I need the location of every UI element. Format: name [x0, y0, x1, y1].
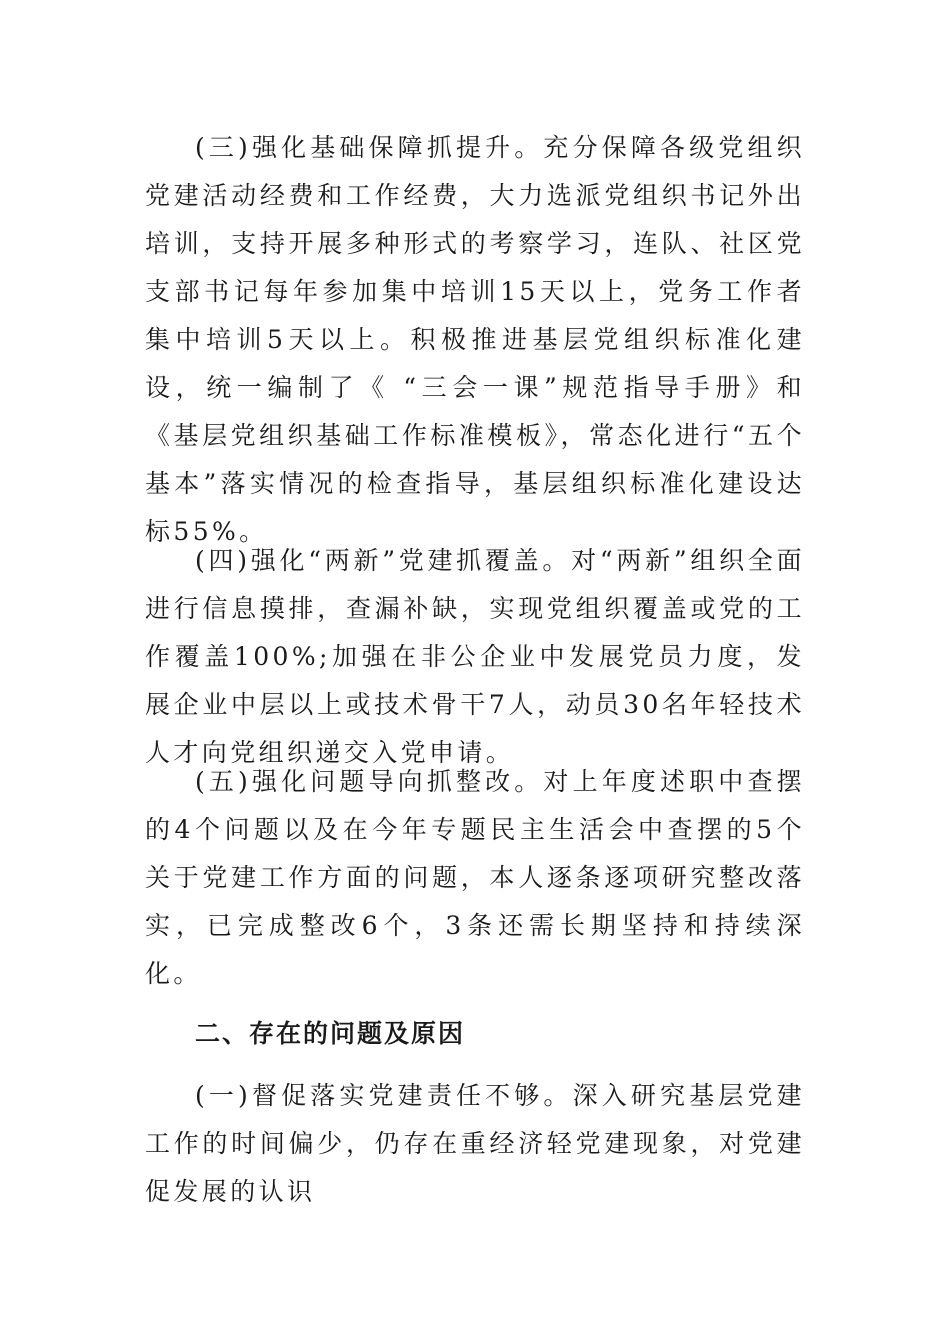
paragraph-after-heading-block: [145, 1072, 805, 1216]
section-heading-block: [145, 1010, 805, 1058]
paragraph-strengthen-foundation: (三)强化基础保障抓提升。充分保障各级党组织党建活动经费和工作经费，大力选派党组织书记外出培训，支持开展多种形式的考察学习，连队、社区党支部书记每年参加集中培训15天以上，党务工作者集中培训5天以上。积极推进基层党组织标准化建设，统一编制了《 “三会一课”规范指导手册》和《基层党组织基础工作标准模板》，常态化进行“五个基本”落实情况的检查指导，基层组织标准化建设达标55%。: [145, 133, 805, 546]
paragraph-two-new-coverage: (四)强化“两新”党建抓覆盖。对“两新”组织全面进行信息摸排，查漏补缺，实现党组织覆盖或党的工作覆盖100%;加强在非公企业中发展党员力度，发展企业中层以上或技术骨干7人，动员30名年轻技术人才向党组织递交入党申请。: [145, 546, 805, 767]
paragraph-4-block: [145, 537, 805, 777]
paragraph-3-block: [145, 124, 805, 556]
paragraph-problem-rectification: (五)强化问题导向抓整改。对上年度述职中查摆的4个问题以及在今年专题民主生活会中查摆的5个关于党建工作方面的问题，本人逐条逐项研究整改落实，已完成整改6个，3条还需长期坚持和持续深化。: [145, 767, 805, 988]
section-heading: 二、存在的问题及原因: [195, 1019, 466, 1048]
paragraph-supervise-responsibility: (一)督促落实党建责任不够。深入研究基层党建工作的时间偏少，仍存在重经济轻党建现象，对党建促发展的认识: [145, 1081, 805, 1206]
paragraph-5-block: [145, 758, 805, 998]
